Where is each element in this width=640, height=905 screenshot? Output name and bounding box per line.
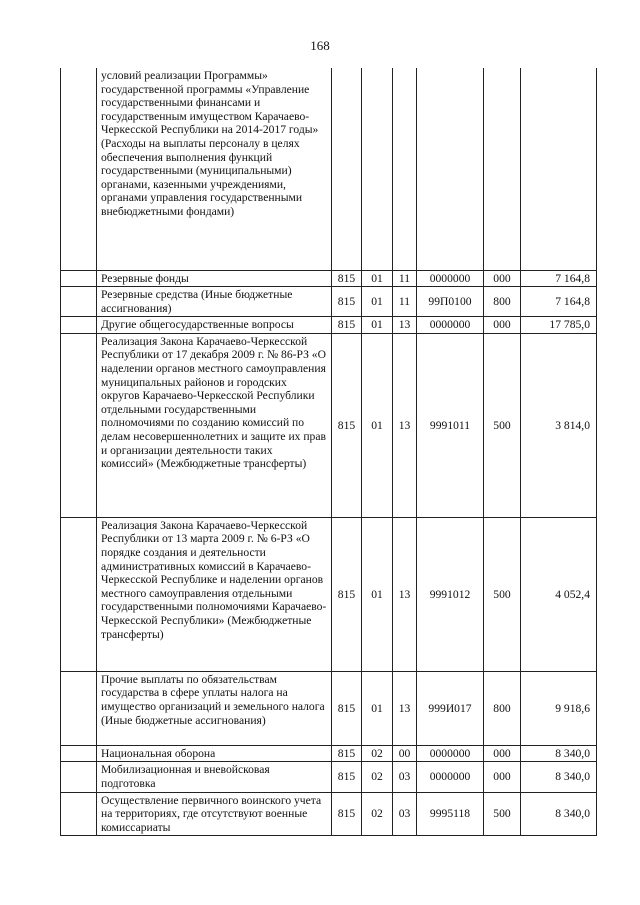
target-article-code: 0000000 (417, 317, 484, 334)
subsection-code (393, 68, 417, 270)
amount: 9 918,6 (521, 671, 597, 745)
subsection-code: 03 (393, 792, 417, 836)
ministry-code: 815 (332, 317, 362, 334)
row-number-cell (61, 762, 97, 792)
table-row (61, 792, 597, 836)
target-article-code: 0000000 (417, 270, 484, 287)
section-code (362, 68, 393, 270)
ministry-code: 815 (332, 792, 362, 836)
amount: 3 814,0 (521, 333, 597, 517)
expense-type-code: 000 (484, 270, 521, 287)
section-code: 01 (362, 317, 393, 334)
section-code: 01 (362, 287, 393, 317)
section-code: 01 (362, 333, 393, 517)
row-number-cell (61, 745, 97, 762)
ministry-code: 815 (332, 745, 362, 762)
target-article-code (417, 68, 484, 270)
table-row (61, 270, 597, 287)
item-name: Реализация Закона Карачаево-Черкесской Республики от 17 декабря 2009 г. № 86-РЗ «О наделении органов местного самоуправления муниципальных районов и городских округов Карачаево-Черкесской Республики отдельными государственными полномочиями по созданию комиссий по делам несовершеннолетних и защите их прав и организации деятельности таких комиссий» (Межбюджетные трансферты) (97, 333, 332, 517)
table-row (61, 745, 597, 762)
table-row (61, 762, 597, 792)
expense-type-code: 000 (484, 762, 521, 792)
ministry-code: 815 (332, 671, 362, 745)
row-number-cell (61, 792, 97, 836)
row-number-cell (61, 287, 97, 317)
item-name: Осуществление первичного воинского учета на территориях, где отсутствуют военные комиссариаты (97, 792, 332, 836)
expense-type-code (484, 68, 521, 270)
subsection-code: 11 (393, 270, 417, 287)
amount: 7 164,8 (521, 287, 597, 317)
amount: 8 340,0 (521, 792, 597, 836)
ministry-code (332, 68, 362, 270)
subsection-code: 00 (393, 745, 417, 762)
target-article-code: 9991011 (417, 333, 484, 517)
row-number-cell (61, 671, 97, 745)
table-row (61, 671, 597, 745)
table-row (61, 517, 597, 671)
ministry-code: 815 (332, 270, 362, 287)
item-name: Реализация Закона Карачаево-Черкесской Республики от 13 марта 2009 г. № 6-РЗ «О порядке создания и деятельности административных комиссий в Карачаево-Черкесской Республике и наделении органов местного самоуправления отдельными государственными полномочиями Карачаево-Черкесской Республики» (Межбюджетные трансферты) (97, 517, 332, 671)
item-name: Резервные средства (Иные бюджетные ассигнования) (97, 287, 332, 317)
amount (521, 68, 597, 270)
target-article-code: 9995118 (417, 792, 484, 836)
expense-type-code: 500 (484, 792, 521, 836)
section-code: 01 (362, 517, 393, 671)
budget-table (60, 68, 597, 836)
expense-type-code: 000 (484, 745, 521, 762)
target-article-code: 99П0100 (417, 287, 484, 317)
amount: 17 785,0 (521, 317, 597, 334)
target-article-code: 999И017 (417, 671, 484, 745)
row-number-cell (61, 68, 97, 270)
section-code: 02 (362, 762, 393, 792)
item-name: Другие общегосударственные вопросы (97, 317, 332, 334)
subsection-code: 11 (393, 287, 417, 317)
ministry-code: 815 (332, 287, 362, 317)
section-code: 02 (362, 745, 393, 762)
amount: 4 052,4 (521, 517, 597, 671)
subsection-code: 03 (393, 762, 417, 792)
amount: 8 340,0 (521, 762, 597, 792)
item-name: Резервные фонды (97, 270, 332, 287)
table-row (61, 68, 597, 270)
target-article-code: 0000000 (417, 762, 484, 792)
amount: 8 340,0 (521, 745, 597, 762)
subsection-code: 13 (393, 671, 417, 745)
table-row (61, 317, 597, 334)
expense-type-code: 800 (484, 671, 521, 745)
row-number-cell (61, 270, 97, 287)
ministry-code: 815 (332, 762, 362, 792)
ministry-code: 815 (332, 333, 362, 517)
section-code: 01 (362, 270, 393, 287)
target-article-code: 9991012 (417, 517, 484, 671)
item-name: Мобилизационная и вневойсковая подготовка (97, 762, 332, 792)
expense-type-code: 500 (484, 333, 521, 517)
item-name: Национальная оборона (97, 745, 332, 762)
expense-type-code: 800 (484, 287, 521, 317)
subsection-code: 13 (393, 333, 417, 517)
expense-type-code: 000 (484, 317, 521, 334)
row-number-cell (61, 317, 97, 334)
table-row (61, 333, 597, 517)
expense-type-code: 500 (484, 517, 521, 671)
subsection-code: 13 (393, 317, 417, 334)
row-number-cell (61, 333, 97, 517)
page-number: 168 (310, 38, 330, 53)
target-article-code: 0000000 (417, 745, 484, 762)
subsection-code: 13 (393, 517, 417, 671)
item-name: условий реализации Программы» государственной программы «Управление государственными финансами и государственным имуществом Карачаево-Черкесской Республики на 2014-2017 годы» (Расходы на выплаты персоналу в целях обеспечения выполнения функций государственными (муниципальными) органами, казенными учреждениями, органами управления государственными внебюджетными фондами) (97, 68, 332, 270)
ministry-code: 815 (332, 517, 362, 671)
row-number-cell (61, 517, 97, 671)
item-name: Прочие выплаты по обязательствам государства в сфере уплаты налога на имущество организаций и земельного налога (Иные бюджетные ассигнования) (97, 671, 332, 745)
amount: 7 164,8 (521, 270, 597, 287)
table-row (61, 287, 597, 317)
section-code: 02 (362, 792, 393, 836)
section-code: 01 (362, 671, 393, 745)
